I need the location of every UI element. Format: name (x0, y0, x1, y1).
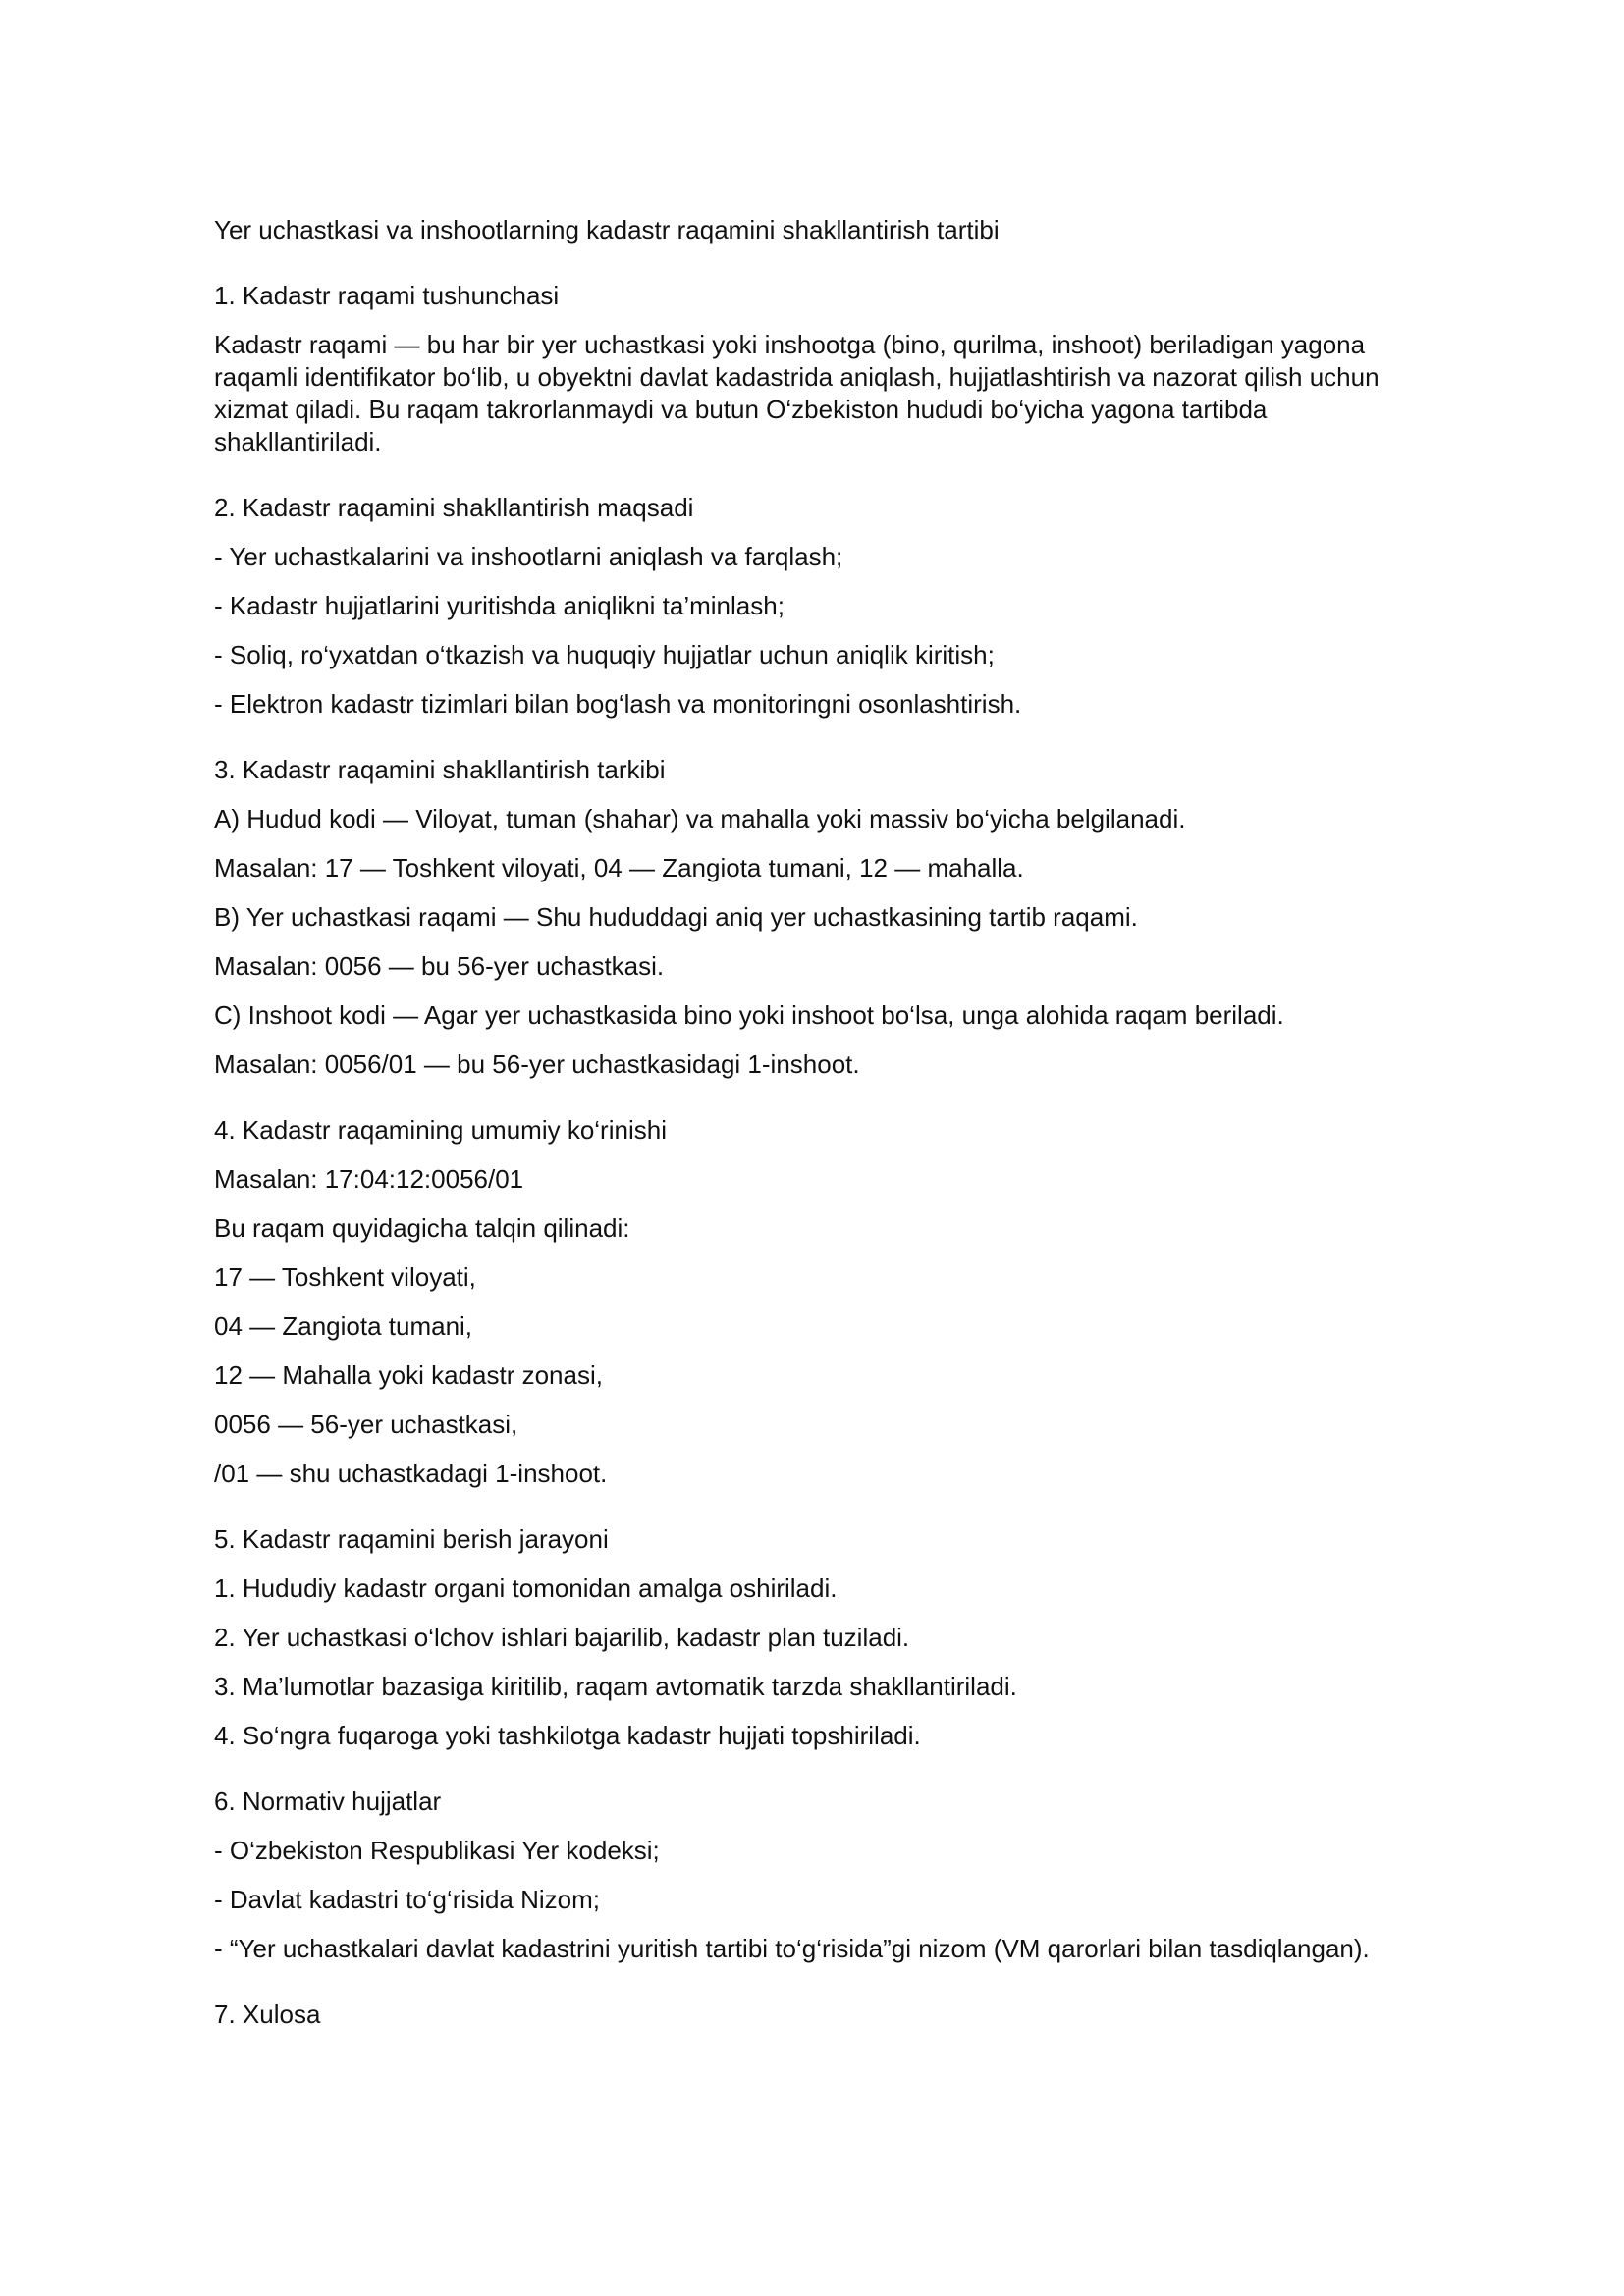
section-5-line: 4. So‘ngra fuqaroga yoki tashkilotga kadastr hujjati topshiriladi. (214, 1721, 921, 1750)
section-7-heading: 7. Xulosa (214, 2000, 321, 2029)
section-2-heading: 2. Kadastr raqamini shakllantirish maqsadi (214, 493, 694, 522)
section-4-heading: 4. Kadastr raqamining umumiy ko‘rinishi (214, 1115, 667, 1145)
section-3-line: B) Yer uchastkasi raqami — Shu hududdagi aniq yer uchastkasining tartib raqami. (214, 902, 1138, 932)
section-2-item: - Elektron kadastr tizimlari bilan bog‘lash va monitoringni osonlashtirish. (214, 689, 1022, 719)
section-4-line: /01 — shu uchastkadagi 1-inshoot. (214, 1459, 608, 1488)
section-5-line: 2. Yer uchastkasi o‘lchov ishlari bajarilib, kadastr plan tuziladi. (214, 1623, 910, 1652)
section-5-heading: 5. Kadastr raqamini berish jarayoni (214, 1524, 609, 1554)
section-2-item: - Soliq, ro‘yxatdan o‘tkazish va huquqiy hujjatlar uchun aniqlik kiritish; (214, 640, 995, 669)
section-3-line: Masalan: 0056/01 — bu 56-yer uchastkasidagi 1-inshoot. (214, 1049, 860, 1079)
section-4-line: 12 — Mahalla yoki kadastr zonasi, (214, 1361, 603, 1390)
section-4-line: 0056 — 56-yer uchastkasi, (214, 1410, 518, 1439)
section-4-line: Bu raqam quyidagicha talqin qilinadi: (214, 1213, 630, 1243)
section-4-line: 04 — Zangiota tumani, (214, 1311, 473, 1341)
section-1-paragraph: Kadastr raqami — bu har bir yer uchastkasi yoki inshootga (bino, qurilma, inshoot) beriladigan yagona raqamli identifikator bo‘lib, u obyektni davlat kadastrida aniqlash, hujjatlashtirish va nazorat qilish uchun xizmat qiladi. Bu raqam takrorlanmaydi va butun O‘zbekiston hududi bo‘yicha yagona tartibda shakllantiriladi. (214, 330, 1380, 456)
section-6-heading: 6. Normativ hujjatlar (214, 1787, 442, 1816)
section-3-line: C) Inshoot kodi — Agar yer uchastkasida bino yoki inshoot bo‘lsa, unga alohida raqam beriladi. (214, 1000, 1284, 1030)
section-3-line: Masalan: 17 — Toshkent viloyati, 04 — Zangiota tumani, 12 — mahalla. (214, 853, 1024, 882)
section-4-line: Masalan: 17:04:12:0056/01 (214, 1164, 524, 1194)
section-3-line: Masalan: 0056 — bu 56-yer uchastkasi. (214, 951, 665, 981)
section-3-line: A) Hudud kodi — Viloyat, tuman (shahar) va mahalla yoki massiv bo‘yicha belgilanadi. (214, 804, 1186, 833)
section-3-heading: 3. Kadastr raqamini shakllantirish tarkibi (214, 755, 666, 784)
document-title: Yer uchastkasi va inshootlarning kadastr raqamini shakllantirish tartibi (214, 215, 1000, 244)
section-5-line: 1. Hududiy kadastr organi tomonidan amalga oshiriladi. (214, 1574, 838, 1603)
section-2-item: - Kadastr hujjatlarini yuritishda aniqlikni ta’minlash; (214, 591, 785, 620)
section-1-heading: 1. Kadastr raqami tushunchasi (214, 281, 560, 310)
document-body (214, 214, 1422, 2048)
section-6-line: - O‘zbekiston Respublikasi Yer kodeksi; (214, 1836, 660, 1865)
section-5-line: 3. Ma’lumotlar bazasiga kiritilib, raqam avtomatik tarzda shakllantiriladi. (214, 1672, 1017, 1701)
section-6-line: - Davlat kadastri to‘g‘risida Nizom; (214, 1885, 601, 1914)
section-2-item: - Yer uchastkalarini va inshootlarni aniqlash va farqlash; (214, 542, 843, 571)
section-4-line: 17 — Toshkent viloyati, (214, 1262, 476, 1292)
section-6-line: - “Yer uchastkalari davlat kadastrini yuritish tartibi to‘g‘risida”gi nizom (VM qarorlari bilan tasdiqlangan). (214, 1934, 1370, 1963)
